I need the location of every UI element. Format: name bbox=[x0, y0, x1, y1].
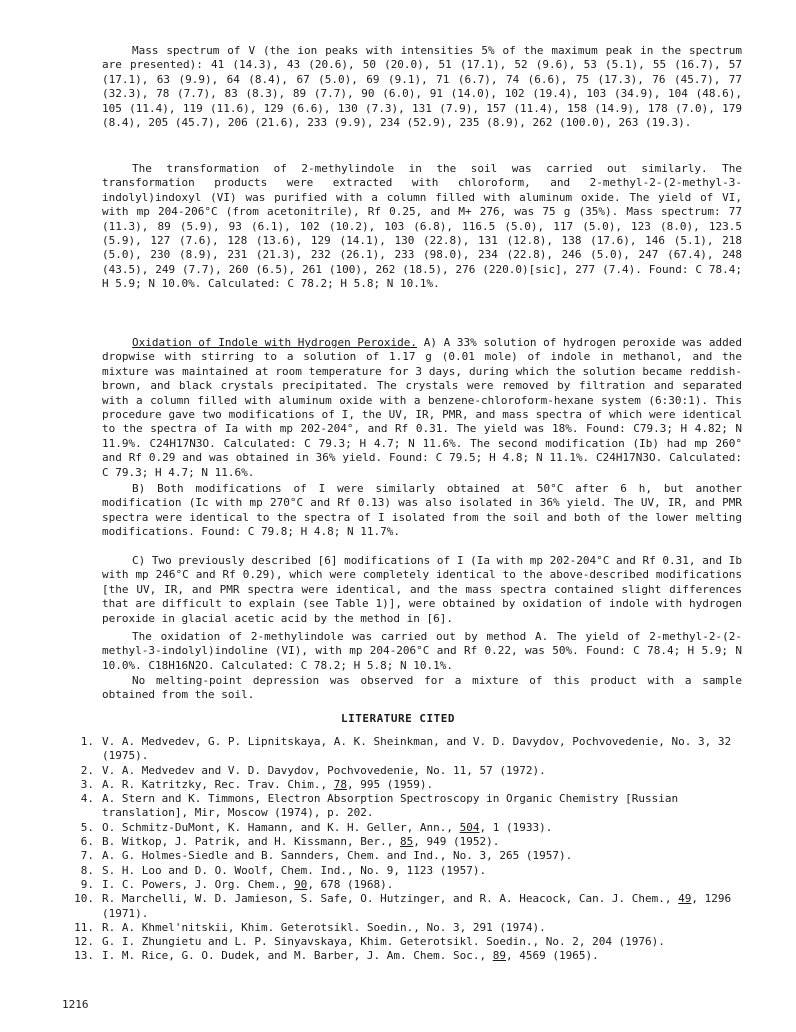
paragraph-melting-point bbox=[102, 674, 742, 703]
reference-number: 10. bbox=[74, 892, 94, 906]
reference-item bbox=[68, 935, 758, 949]
reference-text bbox=[102, 878, 758, 892]
reference-number: 11. bbox=[74, 920, 94, 934]
reference-citation: G. I. Zhungietu and L. P. Sinyavskaya, Khim. Geterotsikl. Soedin., No. 2, 204 (1976). bbox=[102, 935, 665, 949]
paragraph-text: The oxidation of 2-methylindole was carried out by method A. The yield of 2-methyl-2-(2-methyl-3-indolyl)indoline (VI), with mp 204-206°C and Rf 0.22, was 50%. Found: C 78.4; H 5.9; N 10.0%. C18H16N2O. Calculated: C 78.2; H 5.8; N 10.1%. bbox=[102, 630, 742, 672]
reference-number: 13. bbox=[74, 949, 94, 963]
reference-citation: V. A. Medvedev, G. P. Lipnitskaya, A. K. Sheinkman, and V. D. Davydov, Pochvovedenie, No. 3, 32 (1975). bbox=[102, 735, 732, 763]
reference-text bbox=[102, 792, 758, 821]
paragraph-2-methylindole-soil bbox=[102, 162, 742, 292]
reference-citation: A. Stern and K. Timmons, Electron Absorption Spectroscopy in Organic Chemistry [Russian translation], Mir, Moscow (1974), p. 202. bbox=[102, 792, 679, 820]
reference-text bbox=[102, 835, 758, 849]
paragraph-oxidation-method-a bbox=[102, 336, 742, 480]
reference-citation: I. C. Powers, J. Org. Chem., bbox=[102, 877, 295, 891]
reference-number: 7. bbox=[80, 849, 94, 863]
reference-pages-year: , 678 (1968). bbox=[307, 877, 394, 891]
reference-volume: 504 bbox=[459, 820, 480, 834]
reference-item bbox=[68, 878, 758, 892]
reference-number: 8. bbox=[80, 863, 94, 877]
reference-pages-year: , 995 (1959). bbox=[347, 777, 434, 791]
paragraph-text: The transformation of 2-methylindole in the soil was carried out similarly. The transformation products were extracted with chloroform, and 2-methyl-2-(2-methyl-3-indolyl)indoxyl (VI) was purified with a column filled with aluminum oxide. The yield of VI, with mp 204-206°C (from acetonitrile), Rf 0.25, and M+ 276, was 75 g (35%). Mass spectrum: 77 (11.3), 89 (5.9), 93 (6.1), 102 (10.2), 103 (6.8), 116.5 (5.0), 117 (5.0), 123 (8.0), 123.5 (5.9), 127 (7.6), 128 (13.6), 129 (14.1), 130 (22.8), 131 (12.8), 138 (17.6), 146 (5.1), 218 (5.0), 230 (8.9), 231 (21.3), 232 (26.1), 233 (98.0), 234 (22.8), 246 (5.0), 247 (67.4), 248 (43.5), 249 (7.7), 260 (6.5), 261 (100), 262 (18.5), 276 (220.0)[sic], 277 (7.4). Found: C 78.4; H 5.9; N 10.0%. Calculated: C 78.2; H 5.8; N 10.1%. bbox=[102, 162, 742, 291]
reference-text bbox=[102, 778, 758, 792]
paragraph-method-c bbox=[102, 554, 742, 626]
reference-citation: S. H. Loo and D. O. Woolf, Chem. Ind., No. 9, 1123 (1957). bbox=[102, 863, 487, 877]
reference-volume: 78 bbox=[333, 777, 348, 791]
reference-text bbox=[102, 892, 758, 921]
reference-item bbox=[68, 892, 758, 921]
reference-citation: R. Marchelli, W. D. Jamieson, S. Safe, O. Hutzinger, and R. A. Heacock, Can. J. Chem., bbox=[102, 892, 679, 906]
reference-volume: 85 bbox=[400, 835, 414, 849]
reference-item bbox=[68, 792, 758, 821]
reference-item bbox=[68, 778, 758, 792]
reference-citation: O. Schmitz-DuMont, K. Hamann, and K. H. Geller, Ann., bbox=[102, 820, 460, 834]
page-number: 1216 bbox=[62, 998, 89, 1011]
reference-item bbox=[68, 821, 758, 835]
paragraph-text: No melting-point depression was observed for a mixture of this product with a sample obtained from the soil. bbox=[102, 674, 742, 702]
reference-volume: 89 bbox=[492, 949, 506, 963]
reference-number: 5. bbox=[80, 820, 94, 834]
reference-citation: I. M. Rice, G. O. Dudek, and M. Barber, J. Am. Chem. Soc., bbox=[102, 949, 493, 963]
reference-item bbox=[68, 864, 758, 878]
reference-text bbox=[102, 735, 758, 764]
reference-number: 4. bbox=[80, 792, 94, 806]
reference-citation: R. A. Khmel'nitskii, Khim. Geterotsikl. Soedin., No. 3, 291 (1974). bbox=[102, 920, 546, 934]
reference-volume: 90 bbox=[294, 877, 308, 891]
reference-text bbox=[102, 864, 758, 878]
reference-item bbox=[68, 835, 758, 849]
paragraph-mass-spectrum-v bbox=[102, 44, 742, 130]
paragraph-2-methylindole-oxidation bbox=[102, 630, 742, 673]
section-run-in-heading: Oxidation of Indole with Hydrogen Peroxide. bbox=[132, 336, 418, 349]
reference-pages-year: , 1296 (1971). bbox=[102, 892, 732, 920]
reference-text bbox=[102, 935, 758, 949]
paragraph-text: B) Both modifications of I were similarly obtained at 50°C after 6 h, but another modification (Ic with mp 270°C and Rf 0.13) was also isolated in 36% yield. The UV, IR, and PMR spectra were identical to the spectra of I isolated from the soil and both of the lower melting modifications. Found: C 79.8; H 4.8; N 11.7%. bbox=[102, 482, 742, 539]
reference-text bbox=[102, 764, 758, 778]
reference-number: 2. bbox=[80, 763, 94, 777]
reference-item bbox=[68, 735, 758, 764]
reference-citation: V. A. Medvedev and V. D. Davydov, Pochvovedenie, No. 11, 57 (1972). bbox=[102, 763, 546, 777]
paragraph-text: Mass spectrum of V (the ion peaks with intensities 5% of the maximum peak in the spectrum are presented): 41 (14.3), 43 (20.6), 50 (20.0), 51 (17.1), 52 (9.6), 53 (5.1), 55 (16.7), 57 (17.1), 63 (9.9), 64 (8.4), 67 (5.0), 69 (9.1), 71 (6.7), 74 (6.6), 75 (17.3), 76 (45.7), 77 (32.3), 78 (7.7), 83 (8.3), 89 (7.7), 90 (6.0), 91 (14.0), 102 (19.4), 103 (34.9), 104 (48.6), 105 (11.4), 119 (11.6), 129 (6.6), 130 (7.3), 131 (7.9), 157 (11.4), 158 (14.9), 178 (7.0), 179 (8.4), 205 (45.7), 206 (21.6), 233 (9.9), 234 (52.9), 235 (8.9), 262 (100.0), 263 (19.3). bbox=[102, 44, 742, 130]
paragraph-text: C) Two previously described [6] modifications of I (Ia with mp 202-204°C and Rf 0.31, and Ib with mp 246°C and Rf 0.29), which were completely identical to the above-described modifications [the UV, IR, and PMR spectra were identical, and the mass spectra contained slight differences that are difficult to explain (see Table 1)], were obtained by oxidation of indole with hydrogen peroxide in glacial acetic acid by the method in [6]. bbox=[102, 554, 742, 625]
reference-pages-year: , 949 (1952). bbox=[413, 835, 500, 849]
reference-text bbox=[102, 821, 758, 835]
paragraph-text: A) A 33% solution of hydrogen peroxide was added dropwise with stirring to a solution of 1.17 g (0.01 mole) of indole in methanol, and the mixture was maintained at room temperature for 3 days, during which the solution became reddish-brown, and black crystals precipitated. The crystals were removed by filtration and separated with a column filled with aluminum oxide with a benzene-chloroform-hexane system (6:30:1). This procedure gave two modifications of I, the UV, IR, PMR, and mass spectra of which were identical to the spectra of Ia with mp 202-204°, and Rf 0.31. The yield was 18%. Found: C79.3; H 4.82; N 11.9%. C24H17N3O. Calculated: C 79.3; H 4.7; N 11.6%. The second modification (Ib) had mp 260° and Rf 0.29 and was obtained in 36% yield. Found: C 79.5; H 4.8; N 11.1%. C24H17N3O. Calculated: C 79.3; H 4.7; N 11.6%. bbox=[102, 336, 742, 479]
reference-number: 12. bbox=[74, 935, 94, 949]
reference-citation: B. Witkop, J. Patrik, and H. Kissmann, Ber., bbox=[102, 835, 401, 849]
reference-number: 6. bbox=[80, 835, 94, 849]
reference-text bbox=[102, 849, 758, 863]
reference-citation: A. G. Holmes-Siedle and B. Sannders, Chem. and Ind., No. 3, 265 (1957). bbox=[102, 849, 573, 863]
reference-pages-year: , 1 (1933). bbox=[479, 820, 553, 834]
reference-item bbox=[68, 849, 758, 863]
literature-cited-heading: LITERATURE CITED bbox=[341, 712, 455, 725]
reference-list bbox=[68, 735, 758, 964]
reference-item bbox=[68, 921, 758, 935]
reference-number: 1. bbox=[80, 735, 94, 748]
reference-number: 9. bbox=[80, 877, 94, 891]
reference-text bbox=[102, 949, 758, 963]
paragraph-method-b bbox=[102, 482, 742, 540]
reference-item bbox=[68, 764, 758, 778]
reference-item bbox=[68, 949, 758, 963]
reference-text bbox=[102, 921, 758, 935]
reference-number: 3. bbox=[80, 777, 94, 791]
reference-volume: 49 bbox=[678, 892, 692, 906]
reference-pages-year: , 4569 (1965). bbox=[505, 949, 599, 963]
reference-citation: A. R. Katritzky, Rec. Trav. Chim., bbox=[102, 777, 334, 791]
